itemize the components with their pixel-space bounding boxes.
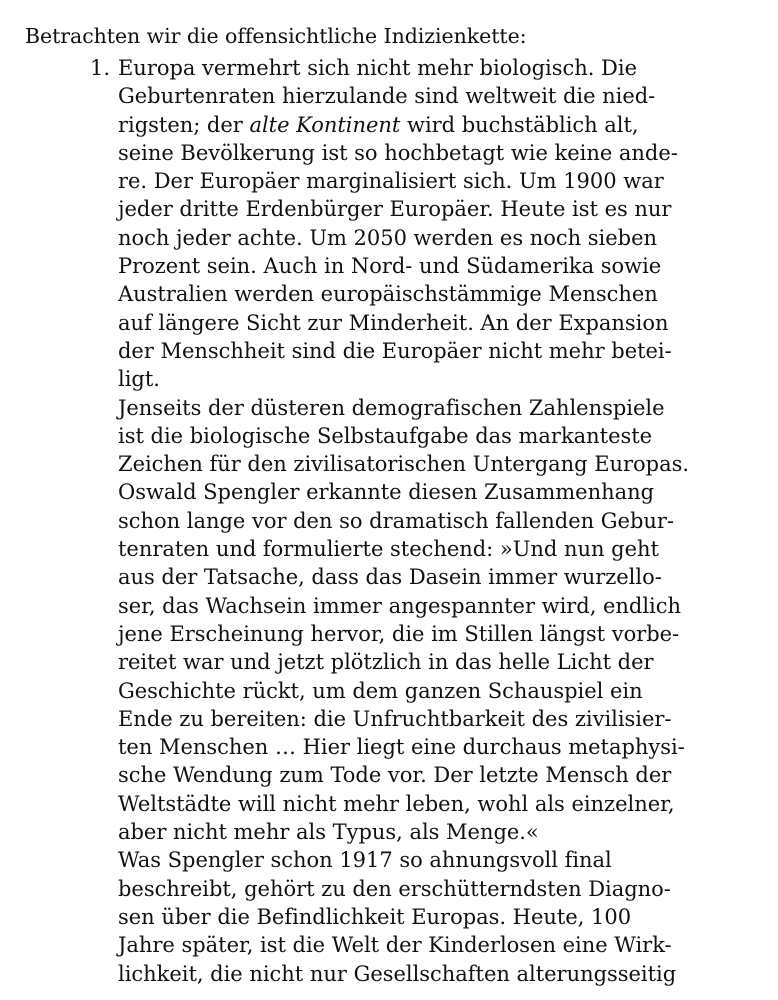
text-run: sen über die Befindlichkeit Europas. Heute, 100 [118, 904, 632, 929]
text-run: Prozent sein. Auch in Nord- und Südamerika sowie [118, 254, 662, 279]
text-line [118, 733, 763, 761]
text-line [118, 761, 763, 789]
text-line [118, 677, 763, 705]
text-line [118, 309, 763, 337]
text-line [118, 478, 763, 506]
text-run: jene Erscheinung hervor, die im Stillen längst vorbe- [118, 621, 680, 646]
text-line [118, 111, 763, 139]
text-run: ist die biologische Selbstaufgabe das markanteste [118, 423, 653, 448]
text-line [118, 365, 763, 393]
text-run: ten Menschen … Hier liegt eine durchaus metaphysi- [118, 735, 685, 760]
text-run: der Menschheit sind die Europäer nicht mehr betei- [118, 338, 672, 363]
text-run: beschreibt, gehört zu den erschütterndsten Diagno- [118, 876, 671, 901]
text-run: aus der Tatsache, dass das Dasein immer wurzello- [118, 565, 662, 590]
text-line [118, 82, 763, 110]
text-line [118, 337, 763, 365]
text-run: wird buchstäblich alt, [400, 112, 639, 137]
text-line [118, 563, 763, 591]
text-line [118, 535, 763, 563]
paragraph [118, 846, 763, 987]
list-item-marker: 1. [89, 56, 110, 80]
text-run: auf längere Sicht zur Minderheit. An der Expansion [118, 310, 669, 335]
text-run: seine Bevölkerung ist so hochbetagt wie keine ande- [118, 140, 678, 165]
list-item-body [118, 54, 763, 988]
text-line [118, 818, 763, 846]
text-run: Jenseits der düsteren demografischen Zahlenspiele [118, 395, 665, 420]
text-run: Ende zu bereiten: die Unfruchtbarkeit des zivilisier- [118, 706, 672, 731]
text-run: sche Wendung zum Tode vor. Der letzte Mensch der [118, 763, 672, 788]
text-line [118, 224, 763, 252]
text-line [118, 846, 763, 874]
text-run: jeder dritte Erdenbürger Europäer. Heute ist es nur [118, 197, 672, 222]
text-run: ser, das Wachsein immer angespannter wird, endlich [118, 593, 681, 618]
intro-paragraph: Betrachten wir die offensichtliche Indizienkette: [25, 24, 527, 48]
ordered-list [0, 54, 778, 988]
text-line [118, 195, 763, 223]
text-run: Zeichen für den zivilisatorischen Untergang Europas. [118, 452, 689, 477]
text-line [118, 167, 763, 195]
text-line [118, 790, 763, 818]
text-run: Was Spengler schon 1917 so ahnungsvoll final [118, 848, 612, 873]
paragraph [118, 54, 763, 394]
text-run: schon lange vor den so dramatisch fallenden Gebur- [118, 508, 674, 533]
text-line [118, 280, 763, 308]
text-line [118, 507, 763, 535]
emphasis-run: alte Kontinent [249, 112, 401, 137]
text-run: re. Der Europäer marginalisiert sich. Um 1900 war [118, 169, 664, 194]
text-run: noch jeder achte. Um 2050 werden es noch sieben [118, 225, 657, 250]
text-line [118, 422, 763, 450]
text-run: Europa vermehrt sich nicht mehr biologisch. Die [118, 56, 637, 80]
text-run: Australien werden europäischstämmige Menschen [118, 282, 658, 307]
text-run: Weltstädte will nicht mehr leben, wohl als einzelner, [118, 791, 675, 816]
text-line [118, 450, 763, 478]
text-run: ligt. [118, 367, 160, 392]
text-line [118, 903, 763, 931]
text-line [118, 394, 763, 422]
text-run: Geschichte rückt, um dem ganzen Schauspiel ein [118, 678, 643, 703]
text-line [118, 960, 763, 988]
list-item [0, 54, 778, 988]
text-run: aber nicht mehr als Typus, als Menge.« [118, 820, 539, 845]
paragraph [118, 394, 763, 847]
text-line [118, 252, 763, 280]
text-line [118, 648, 763, 676]
text-run: reitet war und jetzt plötzlich in das helle Licht der [118, 650, 654, 675]
text-run: Oswald Spengler erkannte diesen Zusammenhang [118, 480, 655, 505]
text-line [118, 54, 763, 82]
text-line [118, 705, 763, 733]
text-run: tenraten und formulierte stechend: »Und nun geht [118, 537, 659, 562]
text-run: Jahre später, ist die Welt der Kinderlosen eine Wirk- [118, 933, 672, 958]
text-line [118, 620, 763, 648]
text-line [118, 139, 763, 167]
text-line [118, 875, 763, 903]
text-line [118, 592, 763, 620]
text-run: Geburtenraten hierzulande sind weltweit die nied- [118, 84, 656, 109]
text-run: lichkeit, die nicht nur Gesellschaften alterungsseitig [118, 961, 677, 986]
text-run: rigsten; der [118, 112, 250, 137]
text-line [118, 931, 763, 959]
